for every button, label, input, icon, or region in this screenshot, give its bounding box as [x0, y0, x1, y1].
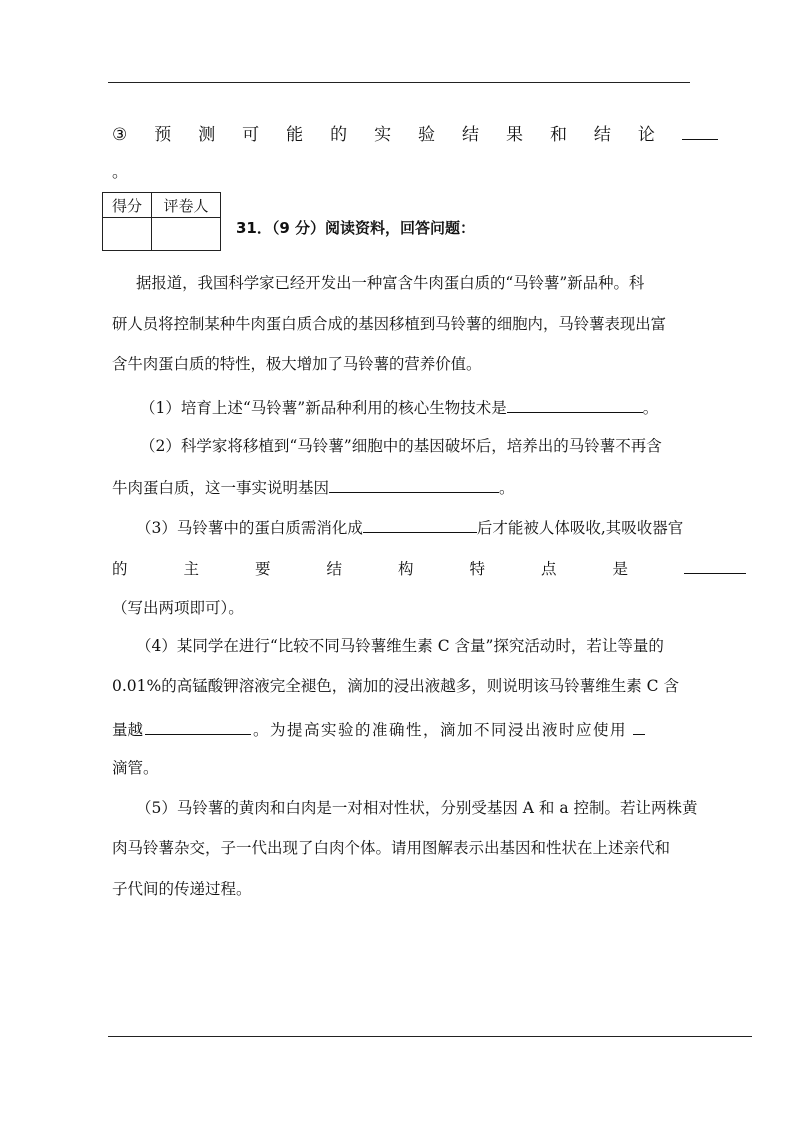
step3-line [112, 121, 718, 147]
q1-line [140, 394, 658, 420]
q2-end: 。 [499, 479, 515, 497]
passage-line: 研人员将控制某种牛肉蛋白质合成的基因移植到马铃薯的细胞内，马铃薯表现出富 [112, 315, 667, 333]
score-table [102, 192, 221, 251]
q3-char: 特 [469, 560, 486, 578]
q5-line2: 肉马铃薯杂交，子一代出现了白肉个体。请用图解表示出基因和性状在上述亲代和 [112, 839, 671, 857]
q4-line1: （4）某同学在进行“比较不同马铃薯维生素 C 含量”探究活动时，若让等量的 [136, 637, 664, 655]
q3-post: 后才能被人体吸收,其吸收器官 [476, 519, 684, 537]
answer-blank [363, 514, 477, 533]
q5-line1: （5）马铃薯的黄肉和白肉是一对相对性状，分别受基因 A 和 a 控制。若让两株黄 [136, 799, 698, 817]
q3-pre: （3）马铃薯中的蛋白质需消化成 [136, 519, 363, 537]
step3-char: 论 [637, 125, 655, 145]
q1-end: 。 [642, 399, 659, 417]
step3-char: 可 [242, 125, 260, 145]
passage-line: 据报道，我国科学家已经开发出一种富含牛肉蛋白质的“马铃薯”新品种。科 [136, 274, 645, 292]
answer-blank [633, 716, 645, 735]
q3-char: 结 [326, 560, 343, 578]
grader-cell [152, 218, 221, 251]
step3-char: 实 [374, 125, 392, 145]
q5-line3: 子代间的传递过程。 [112, 880, 252, 898]
step3-char: 能 [286, 125, 304, 145]
q3-line1 [136, 514, 683, 540]
step3-char: 果 [505, 125, 523, 145]
q3-char: 点 [541, 560, 557, 578]
q2-line1: （2）科学家将移植到“马铃薯”细胞中的基因破坏后，培养出的马铃薯不再含 [140, 437, 662, 455]
q3-char: 构 [398, 560, 414, 578]
top-rule [108, 82, 690, 83]
q3-char: 要 [255, 560, 271, 578]
step3-char: 和 [549, 125, 567, 145]
step3-char: 的 [330, 125, 348, 145]
answer-blank [684, 555, 746, 574]
q2-line2 [112, 474, 515, 500]
question-header: 31．（9 分）阅读资料，回答问题： [236, 219, 476, 237]
step3-char: 预 [154, 125, 172, 145]
q4-line4: 滴管。 [112, 759, 159, 777]
q2-text: 牛肉蛋白质，这一事实说明基因 [112, 479, 330, 497]
step3-char: 结 [462, 125, 479, 145]
q4-post: 。为提高实验的准确性，滴加不同浸出液时应使用 [253, 721, 628, 739]
answer-blank [682, 121, 718, 140]
step3-char: 结 [593, 125, 611, 145]
step3-period: 。 [112, 162, 129, 181]
q3-line2 [112, 555, 746, 581]
step3-char: ③ [112, 125, 128, 145]
bottom-rule [108, 1036, 752, 1037]
answer-blank [145, 716, 251, 735]
q4-line3 [112, 716, 645, 742]
q4-pre: 量越 [112, 721, 144, 739]
answer-blank [507, 394, 643, 413]
q3-line3: （写出两项即可）。 [112, 599, 244, 617]
step3-char: 测 [198, 125, 216, 145]
grader-header: 评卷人 [152, 193, 221, 218]
step3-char: 验 [418, 125, 436, 145]
answer-blank [329, 474, 499, 493]
q3-char: 是 [612, 560, 629, 578]
q4-line2: 0.01%的高锰酸钾溶液完全褪色，滴加的浸出液越多，则说明该马铃薯维生素 C 含 [112, 677, 679, 695]
q3-char: 主 [183, 560, 200, 578]
q1-text: （1）培育上述“马铃薯”新品种利用的核心生物技术是 [140, 399, 507, 417]
passage-line: 含牛肉蛋白质的特性，极大增加了马铃薯的营养价值。 [112, 355, 482, 373]
score-header: 得分 [103, 193, 152, 218]
score-cell [103, 218, 152, 251]
q3-char: 的 [112, 560, 128, 578]
